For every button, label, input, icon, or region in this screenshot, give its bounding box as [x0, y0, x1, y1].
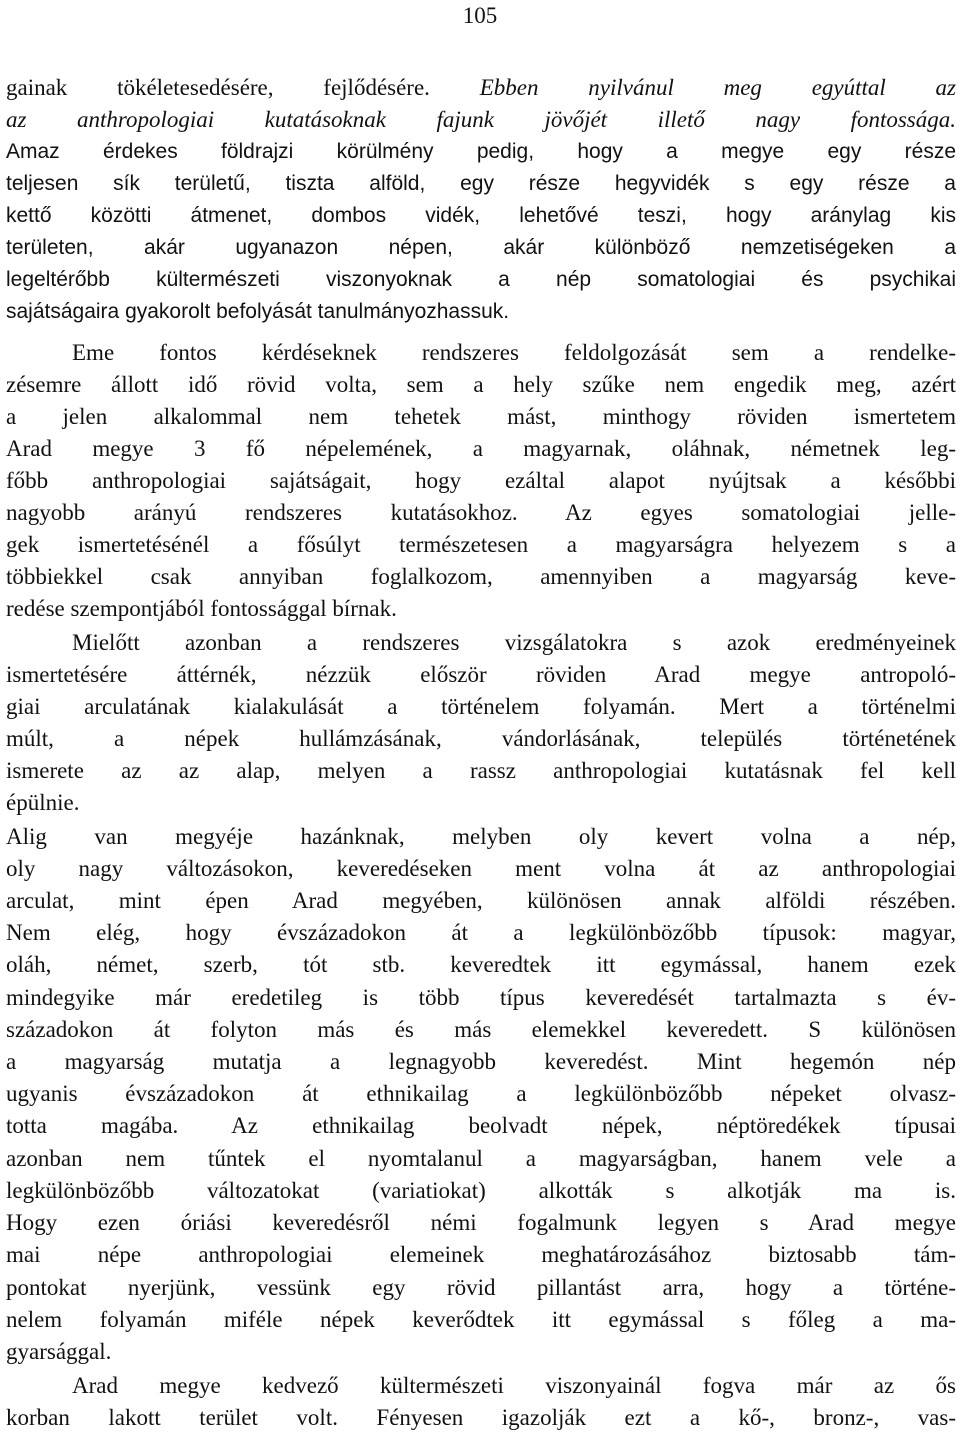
text-line-40: gyarsággal. — [6, 1339, 112, 1364]
text-line-7: legeltérőbb kültermészeti viszonyoknak a nép somatologiai és psychikai — [6, 268, 956, 291]
text-line-20: giai arculatának kialakulását a történelem folyamán. Mert a történelmi — [6, 694, 956, 719]
text-line-5: kettő közötti átmenet, dombos vidék, lehetővé teszi, hogy aránylag kis — [6, 204, 956, 227]
text-line-27: Nem elég, hogy évszázadokon át a legkülönbözőbb típusok: magyar, — [6, 920, 956, 945]
text-line-19: ismertetésére áttérnék, nézzük először röviden Arad megye antropoló- — [6, 662, 956, 687]
text-line-29: mindegyike már eredetileg is több típus keveredését tartalmazta s év- — [6, 985, 956, 1010]
text-line-4: teljesen sík területű, tiszta alföld, egy része hegyvidék s egy része a — [6, 172, 956, 195]
text-line-17: redése szempontjából fontossággal bírnak. — [6, 596, 397, 621]
text-line-18: Mielőtt azonban a rendszeres vizsgálatokra s azok eredményeinek — [72, 630, 956, 655]
text-line-39: nelem folyamán miféle népek keverődtek itt egymással s főleg a ma- — [6, 1307, 956, 1332]
text-line-8: sajátságaira gyakorolt befolyását tanulmányozhassuk. — [6, 300, 510, 323]
text-line-28: oláh, német, szerb, tót stb. keveredtek itt egymással, hanem ezek — [6, 952, 956, 977]
text-line-10: zésemre állott idő rövid volta, sem a hely szűke nem engedik meg, azért — [6, 372, 956, 397]
page-number: 105 — [462, 3, 498, 28]
text-line-32: ugyanis évszázadokon át ethnikailag a legkülönbözőbb népeket olvasz- — [6, 1081, 956, 1106]
text-line-26: arculat, mint épen Arad megyében, különösen annak alföldi részében. — [6, 888, 956, 913]
text-line-14: nagyobb arányú rendszeres kutatásokhoz. Az egyes somatologiai jelle- — [6, 500, 956, 525]
text-line-30: századokon át folyton más és más elemekkel keveredett. S különösen — [6, 1017, 956, 1042]
text-line-1: gainak tökéletesedésére, fejlődésére. Ebben nyilvánul meg egyúttal az — [6, 75, 957, 100]
text-line-22: ismerete az az alap, melyen a rassz anthropologiai kutatásnak fel kell — [6, 758, 956, 783]
text-line-24: Alig van megyéje hazánknak, melyben oly kevert volna a nép, — [6, 824, 956, 849]
text-line-3: Amaz érdekes földrajzi körülmény pedig, hogy a megye egy része — [6, 140, 956, 163]
text-line-38: pontokat nyerjünk, vessünk egy rövid pillantást arra, hogy a történe- — [6, 1275, 956, 1300]
text-line-36: Hogy ezen óriási keveredésről némi fogalmunk legyen s Arad megye — [6, 1210, 956, 1235]
text-line-2: az anthropologiai kutatásoknak fajunk jövőjét illető nagy fontossága. — [6, 107, 956, 132]
text-line-35: legkülönbözőbb változatokat (variatiokat) alkották s alkotják ma is. — [6, 1178, 956, 1203]
text-line-12: Arad megye 3 fő népelemének, a magyarnak, oláhnak, németnek leg- — [6, 436, 956, 461]
text-line-9: Eme fontos kérdéseknek rendszeres feldolgozását sem a rendelke- — [72, 340, 956, 365]
text-line-15: gek ismertetésénél a fősúlyt természetesen a magyarságra helyezem s a — [6, 532, 956, 557]
text-line-13: főbb anthropologiai sajátságait, hogy ezáltal alapot nyújtsak a későbbi — [6, 468, 956, 493]
text-line-42: korban lakott terület volt. Fényesen igazolják ezt a kő-, bronz-, vas- — [6, 1405, 956, 1430]
text-line-6: területen, akár ugyanazon népen, akár különböző nemzetiségeken a — [6, 236, 956, 259]
text-line-37: mai népe anthropologiai elemeinek meghatározásához biztosabb tám- — [6, 1242, 956, 1267]
text-line-25: oly nagy változásokon, keveredéseken ment volna át az anthropologiai — [6, 856, 956, 881]
text-line-23: épülnie. — [6, 790, 80, 815]
text-line-11: a jelen alkalommal nem tehetek mást, minthogy röviden ismertetem — [6, 404, 956, 429]
text-line-33: totta magába. Az ethnikailag beolvadt népek, néptöredékek típusai — [6, 1113, 956, 1138]
text-line-21: múlt, a népek hullámzásának, vándorlásának, település történetének — [6, 726, 956, 751]
text-line-31: a magyarság mutatja a legnagyobb keveredést. Mint hegemón nép — [6, 1049, 956, 1074]
text-line-34: azonban nem tűntek el nyomtalanul a magyarságban, hanem vele a — [6, 1146, 956, 1171]
text-line-16: többiekkel csak annyiban foglalkozom, amennyiben a magyarság keve- — [6, 564, 956, 589]
text-line-41: Arad megye kedvező kültermészeti viszonyainál fogva már az ős — [72, 1373, 956, 1398]
